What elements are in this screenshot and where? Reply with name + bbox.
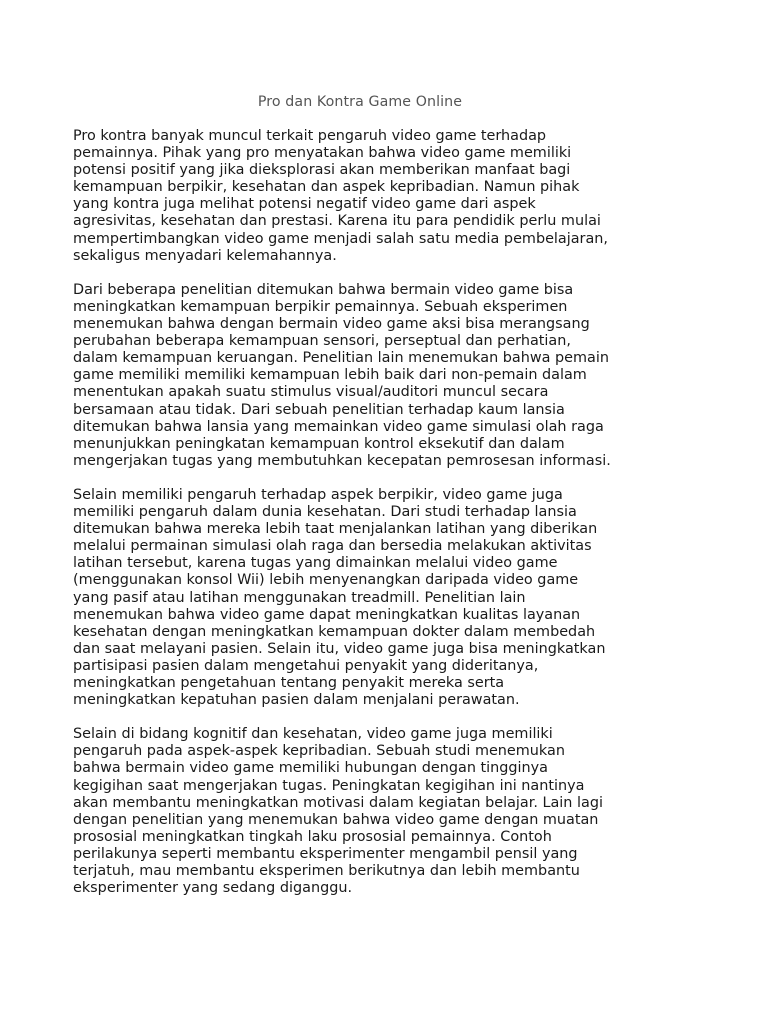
text-line: Selain di bidang kognitif dan kesehatan, video game juga memiliki (73, 726, 553, 743)
text-line: dengan penelitian yang menemukan bahwa video game dengan muatan (73, 811, 599, 828)
text-line: melalui permainan simulasi olah raga dan bersedia melakukan aktivitas (73, 538, 592, 555)
text-line: Dari beberapa penelitian ditemukan bahwa bermain video game bisa (73, 281, 574, 298)
text-line: prososial meningkatkan tingkah laku prososial pemainnya. Contoh (73, 828, 552, 845)
text-line: kesehatan dengan meningkatkan kemampuan dokter dalam membedah (73, 623, 596, 640)
text-line: yang pasif atau latihan menggunakan treadmill. Penelitian lain (73, 589, 526, 606)
text-line: ditemukan bahwa mereka lebih taat menjalankan latihan yang diberikan (73, 521, 598, 538)
text-line: menentukan apakah suatu stimulus visual/auditori muncul secara (73, 384, 549, 401)
text-line: game memiliki memiliki kemampuan lebih baik dari non-pemain dalam (73, 367, 587, 384)
text-line: meningkatkan kepatuhan pasien dalam menjalani perawatan. (73, 692, 520, 709)
text-line: menemukan bahwa video game dapat meningkatkan kualitas layanan (73, 606, 581, 623)
text-line: mempertimbangkan video game menjadi salah satu media pembelajaran, (73, 230, 608, 247)
text-line: dalam kemampuan keruangan. Penelitian lain menemukan bahwa pemain (73, 350, 609, 367)
text-line: kegigihan saat mengerjakan tugas. Peningkatan kegigihan ini nantinya (73, 777, 585, 794)
text-line: perilakunya seperti membantu eksperimenter mengambil pensil yang (73, 845, 578, 862)
text-line: partisipasi pasien dalam mengetahui penyakit yang dideritanya, (73, 657, 539, 674)
text-line: bahwa bermain video game memiliki hubungan dengan tingginya (73, 760, 548, 777)
text-line: terjatuh, mau membantu eksperimen berikutnya dan lebih membantu (73, 863, 580, 880)
text-line: dan saat melayani pasien. Selain itu, video game juga bisa meningkatkan (73, 640, 606, 657)
text-line: akan membantu meningkatkan motivasi dalam kegiatan belajar. Lain lagi (73, 794, 603, 811)
text-line: bersamaan atau tidak. Dari sebuah penelitian terhadap kaum lansia (73, 401, 565, 418)
text-line: perubahan beberapa kemampuan sensori, perseptual dan perhatian, (73, 333, 571, 350)
document-title: Pro dan Kontra Game Online (257, 94, 463, 110)
paragraph-3 (73, 487, 683, 709)
text-line: meningkatkan kemampuan berpikir pemainnya. Sebuah eksperimen (73, 298, 568, 315)
text-line: potensi positif yang jika dieksplorasi akan memberikan manfaat bagi (73, 162, 571, 179)
paragraph-4 (73, 726, 683, 897)
text-line: sekaligus menyadari kelemahannya. (73, 247, 337, 264)
paragraph-1 (73, 128, 683, 265)
text-line: menunjukkan peningkatan kemampuan kontrol eksekutif dan dalam (73, 435, 565, 452)
text-line: ditemukan bahwa lansia yang memainkan video game simulasi olah raga (73, 418, 604, 435)
paragraph-2 (73, 282, 683, 470)
document-body (73, 128, 683, 914)
text-line: (menggunakan konsol Wii) lebih menyenangkan daripada video game (73, 572, 579, 589)
text-line: Pro kontra banyak muncul terkait pengaruh video game terhadap (73, 128, 547, 144)
text-line: kemampuan berpikir, kesehatan dan aspek kepribadian. Namun pihak (73, 179, 580, 196)
text-line: eksperimenter yang sedang diganggu. (73, 880, 353, 897)
text-line: pengaruh pada aspek-aspek kepribadian. Sebuah studi menemukan (73, 743, 565, 760)
text-line: pemainnya. Pihak yang pro menyatakan bahwa video game memiliki (73, 145, 572, 162)
text-line: Selain memiliki pengaruh terhadap aspek berpikir, video game juga (73, 486, 563, 503)
text-line: menemukan bahwa dengan bermain video game aksi bisa merangsang (73, 316, 590, 333)
text-line: agresivitas, kesehatan dan prestasi. Karena itu para pendidik perlu mulai (73, 213, 601, 230)
text-line: memiliki pengaruh dalam dunia kesehatan. Dari studi terhadap lansia (73, 504, 577, 521)
text-line: meningkatkan pengetahuan tentang penyakit mereka serta (73, 675, 505, 691)
text-line: mengerjakan tugas yang membutuhkan kecepatan pemrosesan informasi. (73, 452, 611, 469)
text-line: latihan tersebut, karena tugas yang dimainkan melalui video game (73, 555, 558, 572)
text-line: yang kontra juga melihat potensi negatif video game dari aspek (73, 196, 536, 213)
